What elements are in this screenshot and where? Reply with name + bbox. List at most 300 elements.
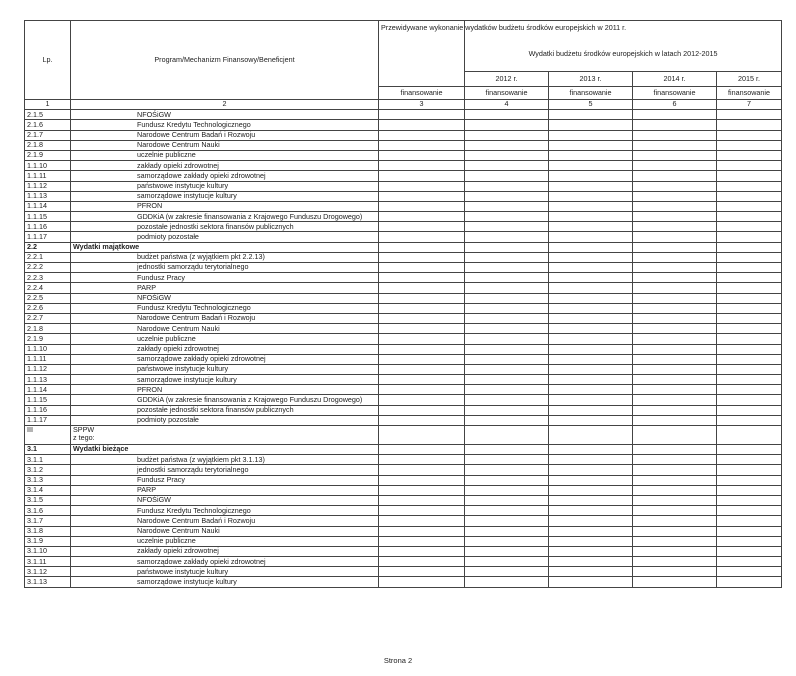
value-cell xyxy=(465,212,549,222)
row-lp: 1.1.16 xyxy=(25,405,71,415)
row-name: PARP xyxy=(71,283,379,293)
value-cell xyxy=(465,283,549,293)
value-cell xyxy=(633,485,717,495)
header-financing-2011: finansowanie xyxy=(379,87,465,100)
value-cell xyxy=(633,140,717,150)
value-cell xyxy=(549,546,633,556)
value-cell xyxy=(633,283,717,293)
row-lp: 1.1.11 xyxy=(25,171,71,181)
value-cell xyxy=(379,313,465,323)
value-cell xyxy=(633,120,717,130)
value-cell xyxy=(633,334,717,344)
row-name: zakłady opieki zdrowotnej xyxy=(71,344,379,354)
value-cell xyxy=(549,577,633,587)
value-cell xyxy=(633,171,717,181)
value-cell xyxy=(717,324,782,334)
value-cell xyxy=(633,222,717,232)
value-cell xyxy=(717,110,782,120)
row-lp: 2.2.2 xyxy=(25,263,71,273)
table-row xyxy=(25,273,782,283)
value-cell xyxy=(549,375,633,385)
value-cell xyxy=(465,536,549,546)
value-cell xyxy=(633,313,717,323)
table-row xyxy=(25,405,782,415)
value-cell xyxy=(549,506,633,516)
value-cell xyxy=(379,171,465,181)
table-row xyxy=(25,344,782,354)
value-cell xyxy=(465,465,549,475)
value-cell xyxy=(465,222,549,232)
table-row xyxy=(25,516,782,526)
table-row xyxy=(25,415,782,425)
section-row xyxy=(25,445,782,455)
row-lp: 3.1.10 xyxy=(25,546,71,556)
row-lp: 3.1.5 xyxy=(25,495,71,505)
column-number: 7 xyxy=(717,100,782,110)
value-cell xyxy=(379,516,465,526)
value-cell xyxy=(549,516,633,526)
row-name: państwowe instytucje kultury xyxy=(71,181,379,191)
row-name: samorządowe zakłady opieki zdrowotnej xyxy=(71,171,379,181)
table-row xyxy=(25,303,782,313)
value-cell xyxy=(549,273,633,283)
value-cell xyxy=(717,495,782,505)
value-cell xyxy=(717,303,782,313)
budget-table xyxy=(24,20,782,588)
value-cell xyxy=(379,334,465,344)
value-cell xyxy=(717,375,782,385)
value-cell xyxy=(465,324,549,334)
value-cell xyxy=(549,354,633,364)
value-cell xyxy=(379,385,465,395)
value-cell xyxy=(717,212,782,222)
value-cell xyxy=(549,557,633,567)
value-cell xyxy=(549,445,633,455)
value-cell xyxy=(549,536,633,546)
value-cell xyxy=(717,485,782,495)
value-cell xyxy=(717,130,782,140)
value-cell xyxy=(379,181,465,191)
value-cell xyxy=(633,354,717,364)
value-cell xyxy=(549,150,633,160)
value-cell xyxy=(465,385,549,395)
column-number: 1 xyxy=(25,100,71,110)
table-row xyxy=(25,577,782,587)
value-cell xyxy=(633,475,717,485)
value-cell xyxy=(465,395,549,405)
value-cell xyxy=(633,426,717,445)
value-cell xyxy=(379,485,465,495)
value-cell xyxy=(717,516,782,526)
row-lp: 2.2.6 xyxy=(25,303,71,313)
table-row xyxy=(25,546,782,556)
row-name: Fundusz Kredytu Technologicznego xyxy=(71,506,379,516)
table-row xyxy=(25,426,782,445)
row-name: PFRON xyxy=(71,385,379,395)
row-name: Fundusz Pracy xyxy=(71,273,379,283)
value-cell xyxy=(717,263,782,273)
value-cell xyxy=(717,344,782,354)
value-cell xyxy=(717,242,782,252)
value-cell xyxy=(379,546,465,556)
value-cell xyxy=(717,150,782,160)
value-cell xyxy=(633,273,717,283)
table-row xyxy=(25,385,782,395)
section-row xyxy=(25,242,782,252)
value-cell xyxy=(633,495,717,505)
value-cell xyxy=(379,191,465,201)
value-cell xyxy=(465,263,549,273)
value-cell xyxy=(465,546,549,556)
table-row xyxy=(25,283,782,293)
header-year-2014: 2014 r. xyxy=(633,72,717,87)
value-cell xyxy=(379,212,465,222)
value-cell xyxy=(549,252,633,262)
header-financing-2013: finansowanie xyxy=(549,87,633,100)
value-cell xyxy=(549,364,633,374)
row-name: Fundusz Kredytu Technologicznego xyxy=(71,120,379,130)
row-lp: 1.1.10 xyxy=(25,161,71,171)
value-cell xyxy=(549,110,633,120)
row-lp: 3.1.8 xyxy=(25,526,71,536)
table-row xyxy=(25,475,782,485)
value-cell xyxy=(465,516,549,526)
table-row xyxy=(25,495,782,505)
value-cell xyxy=(549,475,633,485)
table-row xyxy=(25,354,782,364)
table-row xyxy=(25,526,782,536)
value-cell xyxy=(465,303,549,313)
value-cell xyxy=(633,303,717,313)
value-cell xyxy=(717,120,782,130)
value-cell xyxy=(633,161,717,171)
row-name: jednostki samorządu terytorialnego xyxy=(71,263,379,273)
value-cell xyxy=(717,191,782,201)
value-cell xyxy=(717,426,782,445)
value-cell xyxy=(549,222,633,232)
row-name: pozostałe jednostki sektora finansów publicznych xyxy=(71,222,379,232)
table-row xyxy=(25,171,782,181)
row-name: samorządowe instytucje kultury xyxy=(71,577,379,587)
row-name: państwowe instytucje kultury xyxy=(71,567,379,577)
value-cell xyxy=(717,526,782,536)
table-row xyxy=(25,313,782,323)
row-lp: 2.2.7 xyxy=(25,313,71,323)
value-cell xyxy=(465,181,549,191)
row-name: samorządowe instytucje kultury xyxy=(71,191,379,201)
value-cell xyxy=(549,567,633,577)
value-cell xyxy=(633,232,717,242)
value-cell xyxy=(717,161,782,171)
row-name: NFOŚiGW xyxy=(71,293,379,303)
value-cell xyxy=(465,313,549,323)
value-cell xyxy=(549,385,633,395)
value-cell xyxy=(465,232,549,242)
value-cell xyxy=(633,130,717,140)
row-name: NFOŚiGW xyxy=(71,495,379,505)
value-cell xyxy=(717,293,782,303)
value-cell xyxy=(379,263,465,273)
row-lp: 1.1.10 xyxy=(25,344,71,354)
column-number: 6 xyxy=(633,100,717,110)
value-cell xyxy=(717,475,782,485)
row-name: podmioty pozostałe xyxy=(71,415,379,425)
row-lp: 1.1.12 xyxy=(25,181,71,191)
value-cell xyxy=(549,303,633,313)
value-cell xyxy=(465,110,549,120)
value-cell xyxy=(717,181,782,191)
row-lp: 3.1.4 xyxy=(25,485,71,495)
row-lp: III xyxy=(25,426,71,445)
value-cell xyxy=(717,385,782,395)
table-row xyxy=(25,130,782,140)
row-lp: 3.1.13 xyxy=(25,577,71,587)
value-cell xyxy=(465,577,549,587)
value-cell xyxy=(379,526,465,536)
row-name: Narodowe Centrum Badań i Rozwoju xyxy=(71,516,379,526)
row-lp: 2.1.9 xyxy=(25,150,71,160)
table-row xyxy=(25,364,782,374)
value-cell xyxy=(465,150,549,160)
value-cell xyxy=(465,405,549,415)
value-cell xyxy=(633,181,717,191)
table-row xyxy=(25,201,782,211)
table-row xyxy=(25,161,782,171)
value-cell xyxy=(633,191,717,201)
column-number: 3 xyxy=(379,100,465,110)
row-lp: 3.1.1 xyxy=(25,455,71,465)
value-cell xyxy=(549,212,633,222)
value-cell xyxy=(379,426,465,445)
row-lp: 3.1.3 xyxy=(25,475,71,485)
table-row xyxy=(25,150,782,160)
column-number: 2 xyxy=(71,100,379,110)
table-row xyxy=(25,212,782,222)
value-cell xyxy=(465,485,549,495)
value-cell xyxy=(633,344,717,354)
value-cell xyxy=(465,475,549,485)
value-cell xyxy=(717,557,782,567)
table-row xyxy=(25,252,782,262)
value-cell xyxy=(379,465,465,475)
value-cell xyxy=(379,577,465,587)
value-cell xyxy=(379,232,465,242)
table-row xyxy=(25,455,782,465)
value-cell xyxy=(717,405,782,415)
value-cell xyxy=(633,110,717,120)
value-cell xyxy=(379,273,465,283)
header-forecast-2011: Przewidywane wykonanie wydatków budżetu środków europejskich w 2011 r. xyxy=(379,21,465,87)
value-cell xyxy=(633,516,717,526)
value-cell xyxy=(717,354,782,364)
row-name: samorządowe zakłady opieki zdrowotnej xyxy=(71,354,379,364)
header-financing-2014: finansowanie xyxy=(633,87,717,100)
row-name: Fundusz Pracy xyxy=(71,475,379,485)
value-cell xyxy=(379,557,465,567)
value-cell xyxy=(465,273,549,283)
row-name: GDDKiA (w zakresie finansowania z Krajowego Funduszu Drogowego) xyxy=(71,395,379,405)
row-lp: 2.1.9 xyxy=(25,334,71,344)
row-name: samorządowe zakłady opieki zdrowotnej xyxy=(71,557,379,567)
table-row xyxy=(25,191,782,201)
value-cell xyxy=(379,567,465,577)
row-lp: 2.1.6 xyxy=(25,120,71,130)
value-cell xyxy=(465,375,549,385)
row-lp: 3.1.11 xyxy=(25,557,71,567)
value-cell xyxy=(633,375,717,385)
header-lp: Lp. xyxy=(25,21,71,100)
value-cell xyxy=(717,364,782,374)
value-cell xyxy=(633,242,717,252)
table-row xyxy=(25,263,782,273)
row-lp: 3.1 xyxy=(25,445,71,455)
table-row xyxy=(25,536,782,546)
value-cell xyxy=(633,212,717,222)
value-cell xyxy=(549,120,633,130)
table-row xyxy=(25,293,782,303)
row-name: Narodowe Centrum Nauki xyxy=(71,526,379,536)
value-cell xyxy=(549,426,633,445)
value-cell xyxy=(717,222,782,232)
value-cell xyxy=(379,364,465,374)
row-lp: 2.1.8 xyxy=(25,324,71,334)
value-cell xyxy=(379,495,465,505)
row-lp: 1.1.13 xyxy=(25,191,71,201)
value-cell xyxy=(379,506,465,516)
value-cell xyxy=(633,405,717,415)
row-name: NFOŚiGW xyxy=(71,110,379,120)
value-cell xyxy=(633,415,717,425)
row-lp: 2.2 xyxy=(25,242,71,252)
value-cell xyxy=(633,577,717,587)
value-cell xyxy=(717,546,782,556)
value-cell xyxy=(465,140,549,150)
value-cell xyxy=(633,557,717,567)
row-lp: 1.1.15 xyxy=(25,395,71,405)
value-cell xyxy=(379,536,465,546)
row-name: pozostałe jednostki sektora finansów publicznych xyxy=(71,405,379,415)
value-cell xyxy=(379,242,465,252)
value-cell xyxy=(633,252,717,262)
value-cell xyxy=(379,475,465,485)
value-cell xyxy=(549,293,633,303)
value-cell xyxy=(549,395,633,405)
value-cell xyxy=(465,354,549,364)
row-name: zakłady opieki zdrowotnej xyxy=(71,161,379,171)
value-cell xyxy=(549,485,633,495)
value-cell xyxy=(549,242,633,252)
value-cell xyxy=(633,385,717,395)
value-cell xyxy=(465,130,549,140)
value-cell xyxy=(379,252,465,262)
value-cell xyxy=(717,415,782,425)
value-cell xyxy=(549,283,633,293)
value-cell xyxy=(633,293,717,303)
value-cell xyxy=(549,324,633,334)
value-cell xyxy=(379,161,465,171)
row-lp: 3.1.2 xyxy=(25,465,71,475)
value-cell xyxy=(379,201,465,211)
row-name: PARP xyxy=(71,485,379,495)
table-row xyxy=(25,557,782,567)
value-cell xyxy=(379,344,465,354)
table-row xyxy=(25,567,782,577)
value-cell xyxy=(633,395,717,405)
value-cell xyxy=(465,252,549,262)
row-lp: 3.1.12 xyxy=(25,567,71,577)
value-cell xyxy=(717,465,782,475)
value-cell xyxy=(633,445,717,455)
header-financing-2012: finansowanie xyxy=(465,87,549,100)
value-cell xyxy=(379,293,465,303)
value-cell xyxy=(717,577,782,587)
row-name: Wydatki bieżące xyxy=(71,445,379,455)
row-name: Fundusz Kredytu Technologicznego xyxy=(71,303,379,313)
value-cell xyxy=(379,120,465,130)
value-cell xyxy=(465,445,549,455)
value-cell xyxy=(465,364,549,374)
table-row xyxy=(25,324,782,334)
value-cell xyxy=(549,232,633,242)
value-cell xyxy=(717,283,782,293)
table-row xyxy=(25,485,782,495)
value-cell xyxy=(549,495,633,505)
value-cell xyxy=(549,415,633,425)
value-cell xyxy=(549,140,633,150)
value-cell xyxy=(465,334,549,344)
value-cell xyxy=(633,150,717,160)
value-cell xyxy=(633,536,717,546)
value-cell xyxy=(379,140,465,150)
value-cell xyxy=(465,201,549,211)
value-cell xyxy=(633,263,717,273)
value-cell xyxy=(465,495,549,505)
row-name: GDDKiA (w zakresie finansowania z Krajowego Funduszu Drogowego) xyxy=(71,212,379,222)
value-cell xyxy=(549,526,633,536)
value-cell xyxy=(717,232,782,242)
value-cell xyxy=(549,130,633,140)
row-lp: 2.2.5 xyxy=(25,293,71,303)
row-name: Narodowe Centrum Nauki xyxy=(71,324,379,334)
row-name: uczelnie publiczne xyxy=(71,150,379,160)
value-cell xyxy=(379,283,465,293)
value-cell xyxy=(717,313,782,323)
value-cell xyxy=(465,293,549,303)
value-cell xyxy=(465,191,549,201)
value-cell xyxy=(549,334,633,344)
table-row xyxy=(25,181,782,191)
value-cell xyxy=(633,526,717,536)
value-cell xyxy=(633,455,717,465)
value-cell xyxy=(549,181,633,191)
value-cell xyxy=(465,171,549,181)
table-row xyxy=(25,465,782,475)
row-name: Wydatki majątkowe xyxy=(71,242,379,252)
value-cell xyxy=(379,415,465,425)
row-lp: 1.1.14 xyxy=(25,201,71,211)
row-name: państwowe instytucje kultury xyxy=(71,364,379,374)
header-year-2015: 2015 r. xyxy=(717,72,782,87)
row-lp: 3.1.9 xyxy=(25,536,71,546)
value-cell xyxy=(379,130,465,140)
row-name: zakłady opieki zdrowotnej xyxy=(71,546,379,556)
value-cell xyxy=(717,201,782,211)
row-name: budżet państwa (z wyjątkiem pkt 3.1.13) xyxy=(71,455,379,465)
value-cell xyxy=(549,263,633,273)
header-years-group: Wydatki budżetu środków europejskich w latach 2012-2015 xyxy=(465,21,782,72)
row-lp: 2.2.4 xyxy=(25,283,71,293)
row-name: SPPW z tego: xyxy=(71,426,379,445)
